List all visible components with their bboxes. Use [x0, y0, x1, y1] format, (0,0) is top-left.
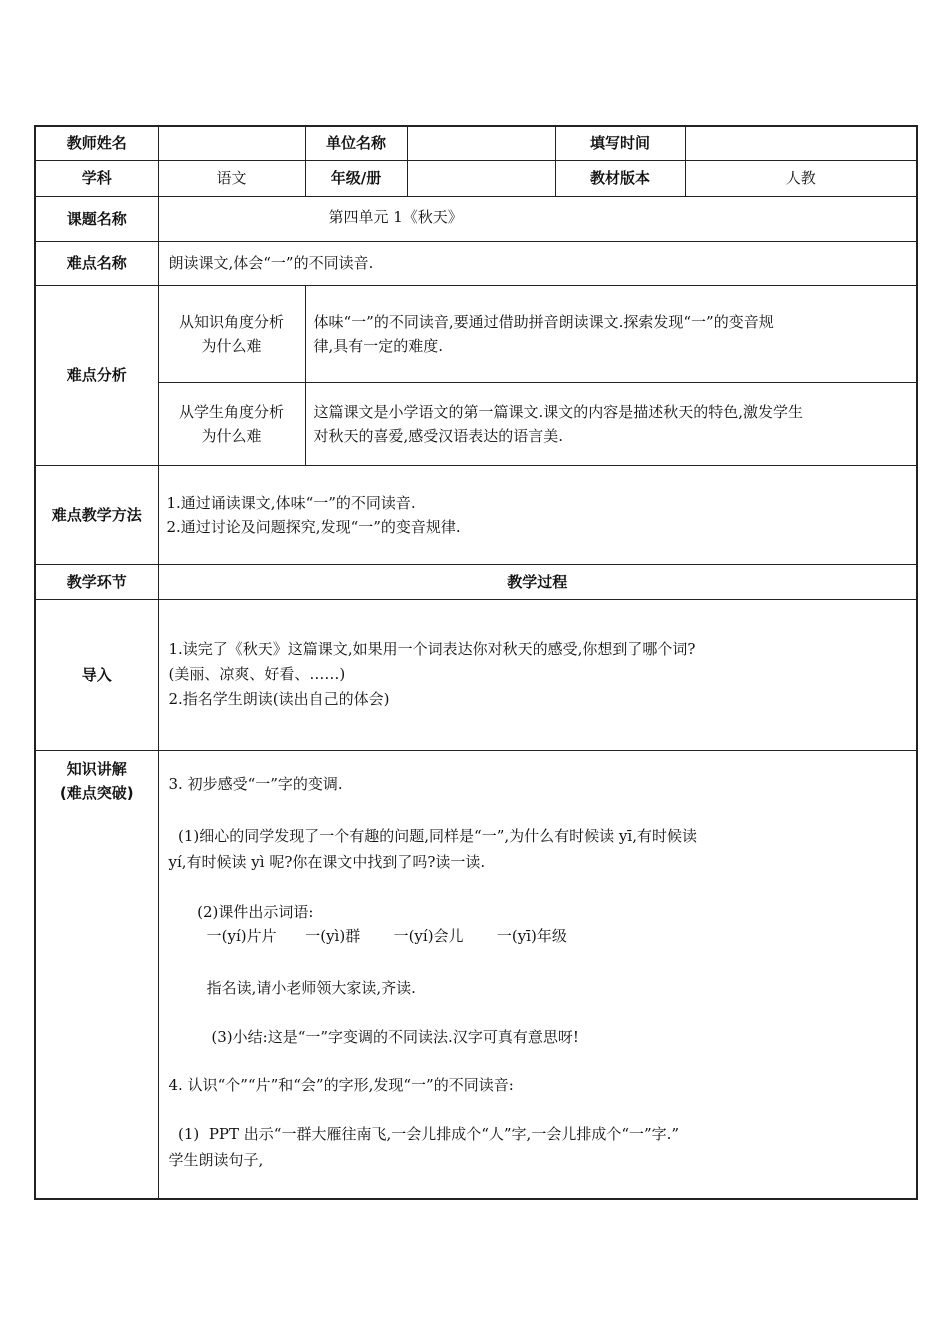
intro-label: 导入: [35, 599, 158, 750]
textbook-value: 人教: [685, 160, 917, 196]
header-row-1: [35, 126, 917, 160]
intro-row: [35, 599, 917, 750]
knowledge-label-line-2: (难点突破): [59, 783, 134, 802]
grade-value: [407, 160, 555, 196]
grade-label: 年级/册: [305, 160, 407, 196]
process-header-row: [35, 564, 917, 599]
student-angle-label-line-2: 为什么难: [201, 426, 262, 445]
lesson-plan-table: [34, 125, 918, 1200]
knowledge-line-7: (3)小结:这是“一”字变调的不同读法.汉字可真有意思呀!: [168, 1027, 579, 1046]
process-header-label: 教学过程: [158, 564, 917, 599]
analysis-student-row: [35, 382, 917, 465]
unit-name-value: [407, 126, 555, 160]
knowledge-text: [158, 750, 917, 1199]
difficulty-row: [35, 241, 917, 285]
teacher-name-label: 教师姓名: [35, 126, 158, 160]
topic-value: 第四单元 1《秋天》: [158, 196, 917, 241]
knowledge-angle-label: [158, 285, 305, 382]
section-header-label: 教学环节: [35, 564, 158, 599]
knowledge-line-10: 学生朗读句子,: [168, 1150, 264, 1169]
methods-line-1: 1.通过诵读课文,体味“一”的不同读音.: [166, 493, 416, 512]
knowledge-line-9: (1) PPT 出示“一群大雁往南飞,一会儿排成个“人”字,一会儿排成个“一”字.”: [168, 1124, 680, 1143]
knowledge-label-line-1: 知识讲解: [66, 759, 127, 778]
intro-line-2: (美丽、凉爽、好看、……): [168, 665, 346, 683]
knowledge-line-5: 一(yí)片片 一(yì)群 一(yí)会儿 一(yī)年级: [168, 926, 567, 945]
unit-name-label: 单位名称: [305, 126, 407, 160]
intro-line-3: 2.指名学生朗读(读出自己的体会): [168, 690, 390, 708]
header-row-2: [35, 160, 917, 196]
methods-line-2: 2.通过讨论及问题探究,发现“一”的变音规律.: [166, 517, 461, 536]
subject-value: 语文: [158, 160, 305, 196]
knowledge-label: [35, 750, 158, 1199]
methods-label: 难点教学方法: [35, 465, 158, 564]
difficulty-value: 朗读课文,体会“一”的不同读音.: [158, 241, 917, 285]
knowledge-line-2: (1)细心的同学发现了一个有趣的问题,同样是“一”,为什么有时候读 yī,有时候读: [168, 826, 697, 845]
knowledge-line-4: (2)课件出示词语:: [168, 902, 314, 921]
student-angle-text: [305, 382, 917, 465]
topic-row: [35, 196, 917, 241]
textbook-label: 教材版本: [555, 160, 685, 196]
subject-label: 学科: [35, 160, 158, 196]
student-angle-label-line-1: 从学生角度分析: [178, 402, 284, 421]
fill-time-value: [685, 126, 917, 160]
student-angle-line-1: 这篇课文是小学语文的第一篇课文.课文的内容是描述秋天的特色,激发学生: [313, 402, 804, 421]
knowledge-angle-line-2: 律,具有一定的难度.: [313, 336, 444, 355]
methods-text: [158, 465, 917, 564]
knowledge-angle-line-1: 体味“一”的不同读音,要通过借助拼音朗读课文.探索发现“一”的变音规: [313, 312, 774, 331]
methods-row: [35, 465, 917, 564]
knowledge-angle-label-line-2: 为什么难: [201, 336, 262, 355]
intro-text: [158, 599, 917, 750]
analysis-knowledge-row: [35, 285, 917, 382]
knowledge-line-1: 3. 初步感受“一”字的变调.: [168, 774, 343, 793]
difficulty-label: 难点名称: [35, 241, 158, 285]
student-angle-label: [158, 382, 305, 465]
analysis-label: 难点分析: [35, 285, 158, 465]
knowledge-line-8: 4. 认识“个”“片”和“会”的字形,发现“一”的不同读音:: [168, 1075, 514, 1094]
knowledge-row: [35, 750, 917, 1199]
intro-line-1: 1.读完了《秋天》这篇课文,如果用一个词表达你对秋天的感受,你想到了哪个词?: [168, 640, 696, 658]
student-angle-line-2: 对秋天的喜爱,感受汉语表达的语言美.: [313, 426, 564, 445]
knowledge-line-3: yí,有时候读 yì 呢?你在课文中找到了吗?读一读.: [168, 852, 486, 871]
knowledge-angle-text: [305, 285, 917, 382]
knowledge-angle-label-line-1: 从知识角度分析: [178, 312, 284, 331]
topic-label: 课题名称: [35, 196, 158, 241]
fill-time-label: 填写时间: [555, 126, 685, 160]
teacher-name-value: [158, 126, 305, 160]
knowledge-line-6: 指名读,请小老师领大家读,齐读.: [168, 978, 416, 997]
